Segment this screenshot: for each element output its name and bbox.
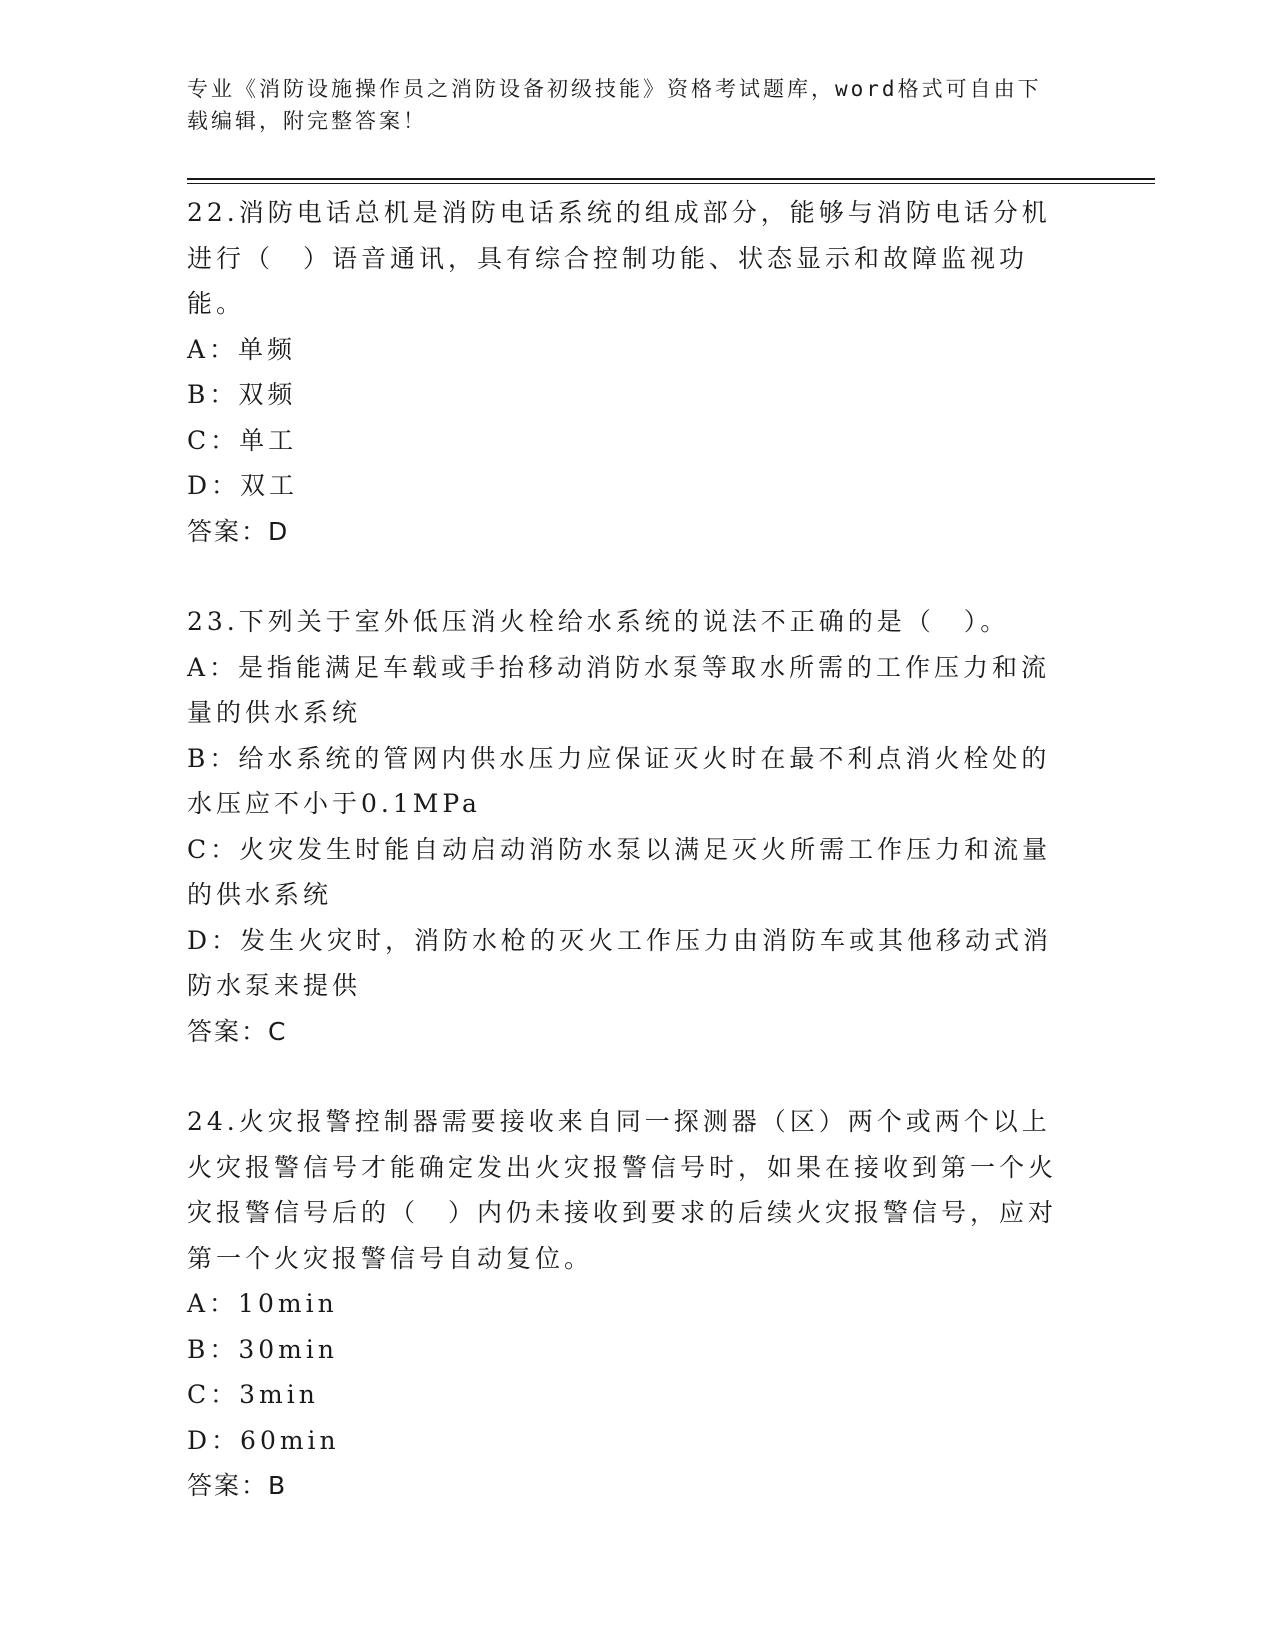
option-a: A：单频 — [187, 334, 297, 364]
question-stem: 23.下列关于室外低压消火栓给水系统的说法不正确的是（ ）。 — [187, 607, 1010, 636]
option-a: A：是指能满足车载或手抬移动消防水泵等取水所需的工作压力和流量的供水系统 — [187, 652, 1051, 727]
option-d: D：发生火灾时，消防水枪的灭火工作压力由消防车或其他移动式消防水泵来提供 — [187, 925, 1053, 1000]
question-list — [187, 190, 1077, 1554]
option-a: A：10min — [187, 1289, 338, 1318]
option-d: D：60min — [187, 1425, 340, 1455]
question-stem: 24.火灾报警控制器需要接收来自同一探测器（区）两个或两个以上火灾报警信号才能确定发出火灾报警信号时，如果在接收到第一个火灾报警信号后的（ ）内仍未接收到要求的后续火灾报警信号，应对第一个火灾报警信号自动复位。 — [187, 1107, 1058, 1273]
answer-label: 答案：B — [187, 1471, 288, 1500]
answer-label: 答案：D — [187, 516, 290, 546]
option-b: B：双频 — [187, 380, 297, 409]
question-24 — [187, 1099, 1077, 1509]
option-b: B：30min — [187, 1334, 338, 1364]
question-stem: 22.消防电话总机是消防电话系统的组成部分，能够与消防电话分机进行（ ）语音通讯，具有综合控制功能、状态显示和故障监视功能。 — [187, 198, 1051, 318]
option-d: D：双工 — [187, 471, 299, 500]
header-divider-thick — [187, 178, 1155, 180]
question-23 — [187, 599, 1077, 1054]
option-b: B：给水系统的管网内供水压力应保证灭火时在最不利点消火栓处的水压应不小于0.1MPa — [187, 743, 1051, 818]
header-line-2: 载编辑，附完整答案！ — [187, 109, 427, 133]
header-line-1: 专业《消防设施操作员之消防设备初级技能》资格考试题库，word格式可自由下 — [187, 77, 1042, 101]
question-22 — [187, 190, 1077, 554]
option-c: C：单工 — [187, 425, 298, 455]
header-divider-thin — [187, 183, 1155, 184]
document-header — [187, 73, 1067, 137]
option-c: C：3min — [187, 1380, 319, 1409]
option-c: C：火灾发生时能自动启动消防水泵以满足灭火所需工作压力和流量的供水系统 — [187, 834, 1052, 909]
answer-label: 答案：C — [187, 1016, 288, 1046]
